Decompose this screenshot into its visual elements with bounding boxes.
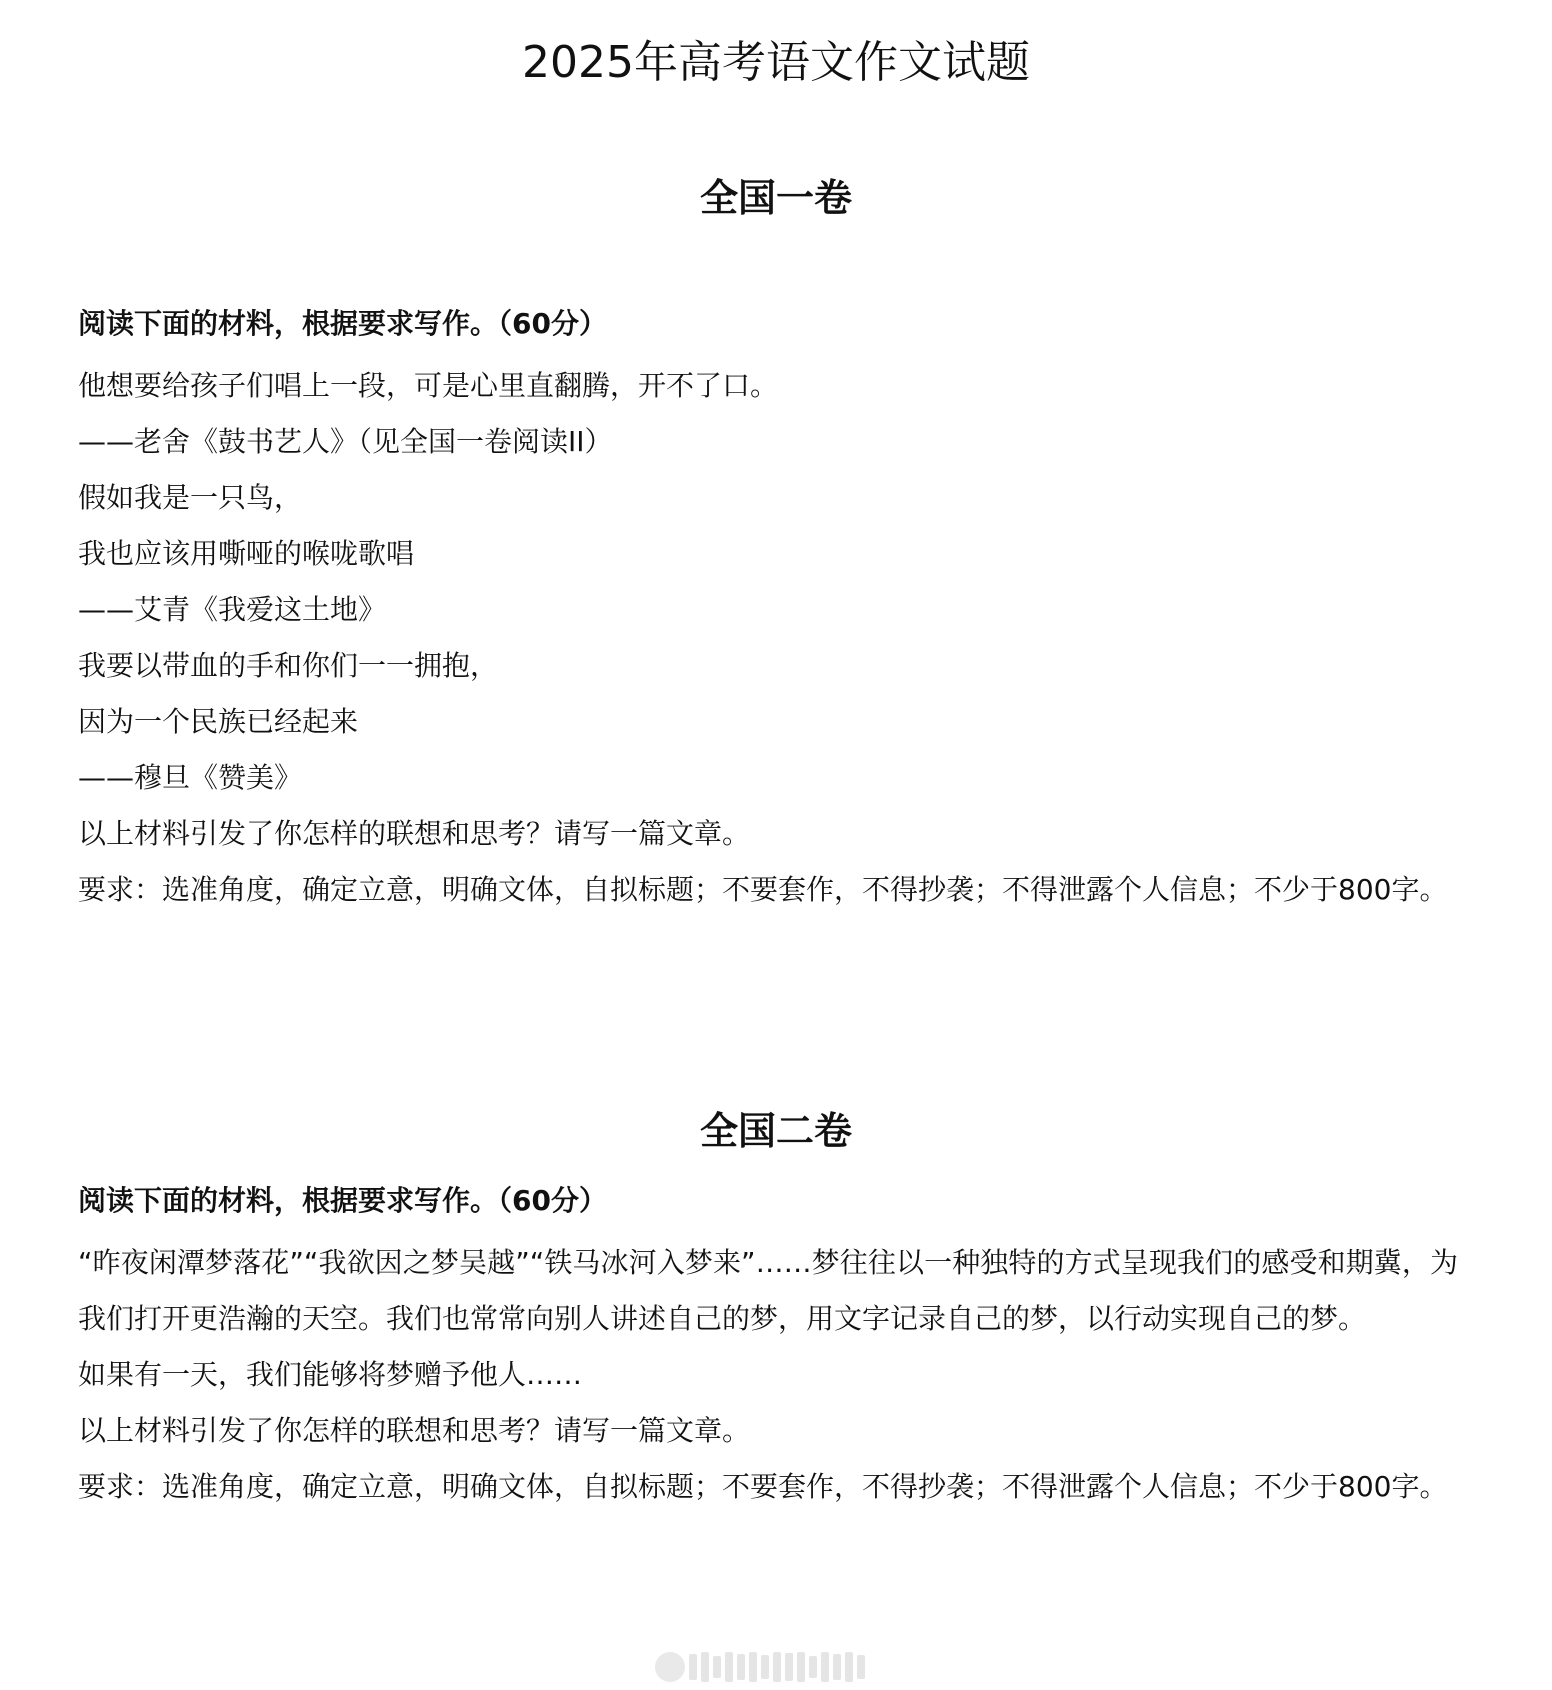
poem-line: 因为一个民族已经起来 — [78, 705, 359, 738]
material-line: 如果有一天，我们能够将梦赠予他人…… — [78, 1358, 583, 1391]
section-instruction: 阅读下面的材料，根据要求写作。（60分） — [78, 1184, 607, 1217]
poem-line: 假如我是一只鸟， — [78, 481, 303, 514]
watermark-logo-icon — [655, 1650, 905, 1684]
poem-line: 我要以带血的手和你们一一拥抱， — [78, 649, 499, 682]
material-paragraph: “昨夜闲潭梦落花”“我欲因之梦吴越”“铁马冰河入梦来”……梦往往以一种独特的方式呈现我们的感受和期冀，为我们打开更浩瀚的天空。我们也常常向别人讲述自己的梦，用文字记录自己的梦，以行动实现自己的梦。 — [78, 1246, 1458, 1335]
material-citation: ——穆旦《赞美》 — [78, 761, 303, 794]
section-heading: 全国一卷 — [699, 176, 852, 220]
material-line: 他想要给孩子们唱上一段，可是心里直翻腾，开不了口。 — [78, 369, 779, 402]
document-title: 2025年高考语文作文试题 — [522, 37, 1030, 88]
writing-prompt: 以上材料引发了你怎样的联想和思考？请写一篇文章。 — [78, 1414, 751, 1447]
section-national-paper-1 — [78, 170, 1458, 918]
section-national-paper-2 — [78, 1103, 1458, 1515]
writing-requirement: 要求：选准角度，确定立意，明确文体，自拟标题；不要套作，不得抄袭；不得泄露个人信息；不少于800字。 — [78, 1470, 1448, 1503]
material-citation: ——艾青《我爱这土地》 — [78, 593, 387, 626]
section-instruction: 阅读下面的材料，根据要求写作。（60分） — [78, 307, 607, 340]
poem-line: 我也应该用嘶哑的喉咙歌唱 — [78, 537, 415, 570]
section-heading: 全国二卷 — [699, 1109, 852, 1153]
material-citation: ——老舍《鼓书艺人》（见全国一卷阅读II） — [78, 425, 613, 458]
writing-requirement: 要求：选准角度，确定立意，明确文体，自拟标题；不要套作，不得抄袭；不得泄露个人信息；不少于800字。 — [78, 873, 1448, 906]
writing-prompt: 以上材料引发了你怎样的联想和思考？请写一篇文章。 — [78, 817, 751, 850]
